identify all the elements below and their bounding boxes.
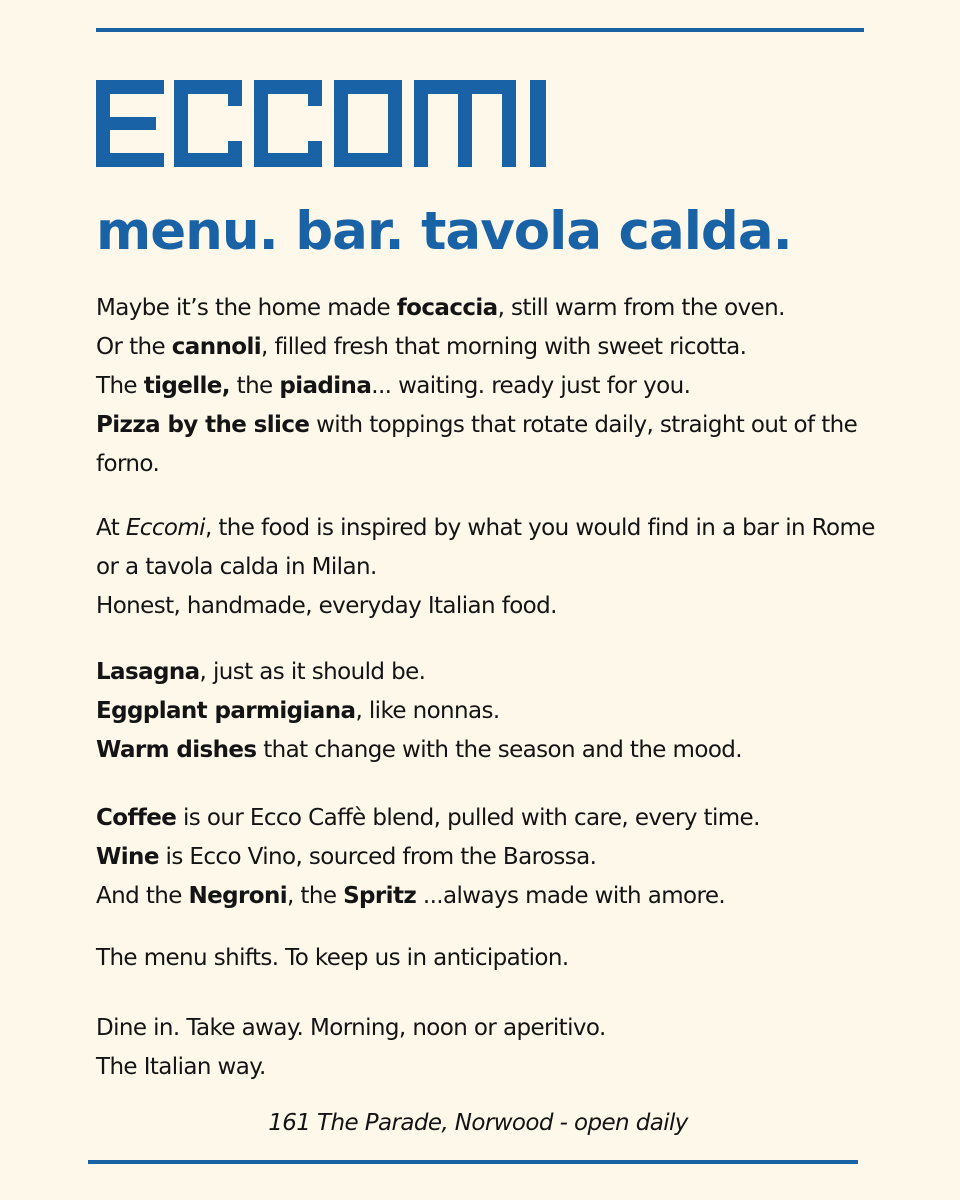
closing-line-italian-way: The Italian way. <box>96 1054 266 1080</box>
intro-line-cannoli: Or the cannoli, filled fresh that morning with sweet ricotta. <box>96 334 747 360</box>
menu-shift-line: The menu shifts. To keep us in anticipation. <box>96 945 569 971</box>
dishes-paragraph <box>96 653 886 770</box>
closing-line-dine-in: Dine in. Take away. Morning, noon or aperitivo. <box>96 1015 606 1041</box>
bottom-divider <box>88 1160 858 1164</box>
intro-paragraph <box>96 289 886 484</box>
drink-line-cocktails: And the Negroni, the Spritz ...always made with amore. <box>96 883 726 909</box>
dish-line-parmigiana: Eggplant parmigiana, like nonnas. <box>96 698 500 724</box>
eccomi-logo-graphic <box>96 80 546 167</box>
intro-line-tigelle: The tigelle, the piadina... waiting. ready just for you. <box>96 373 691 399</box>
top-divider <box>96 28 864 32</box>
about-paragraph <box>96 509 886 626</box>
drinks-paragraph <box>96 799 886 916</box>
menu-shift-paragraph <box>96 939 886 978</box>
drink-line-wine: Wine is Ecco Vino, sourced from the Barossa. <box>96 844 597 870</box>
tagline: menu. bar. tavola calda. <box>96 201 792 262</box>
about-line-honest: Honest, handmade, everyday Italian food. <box>96 593 557 619</box>
dish-line-lasagna: Lasagna, just as it should be. <box>96 659 426 685</box>
dish-line-warm-dishes: Warm dishes that change with the season and the mood. <box>96 737 743 763</box>
intro-line-focaccia: Maybe it’s the home made focaccia, still warm from the oven. <box>96 295 785 321</box>
about-line-inspiration: At Eccomi, the food is inspired by what you would find in a bar in Rome or a tavola calda in Milan. <box>96 515 875 580</box>
drink-line-coffee: Coffee is our Ecco Caffè blend, pulled with care, every time. <box>96 805 760 831</box>
closing-paragraph <box>96 1009 886 1087</box>
address-line: 161 The Parade, Norwood - open daily <box>268 1110 688 1136</box>
intro-line-pizza: Pizza by the slice with toppings that rotate daily, straight out of the forno. <box>96 412 858 477</box>
eccomi-logo <box>96 80 546 167</box>
